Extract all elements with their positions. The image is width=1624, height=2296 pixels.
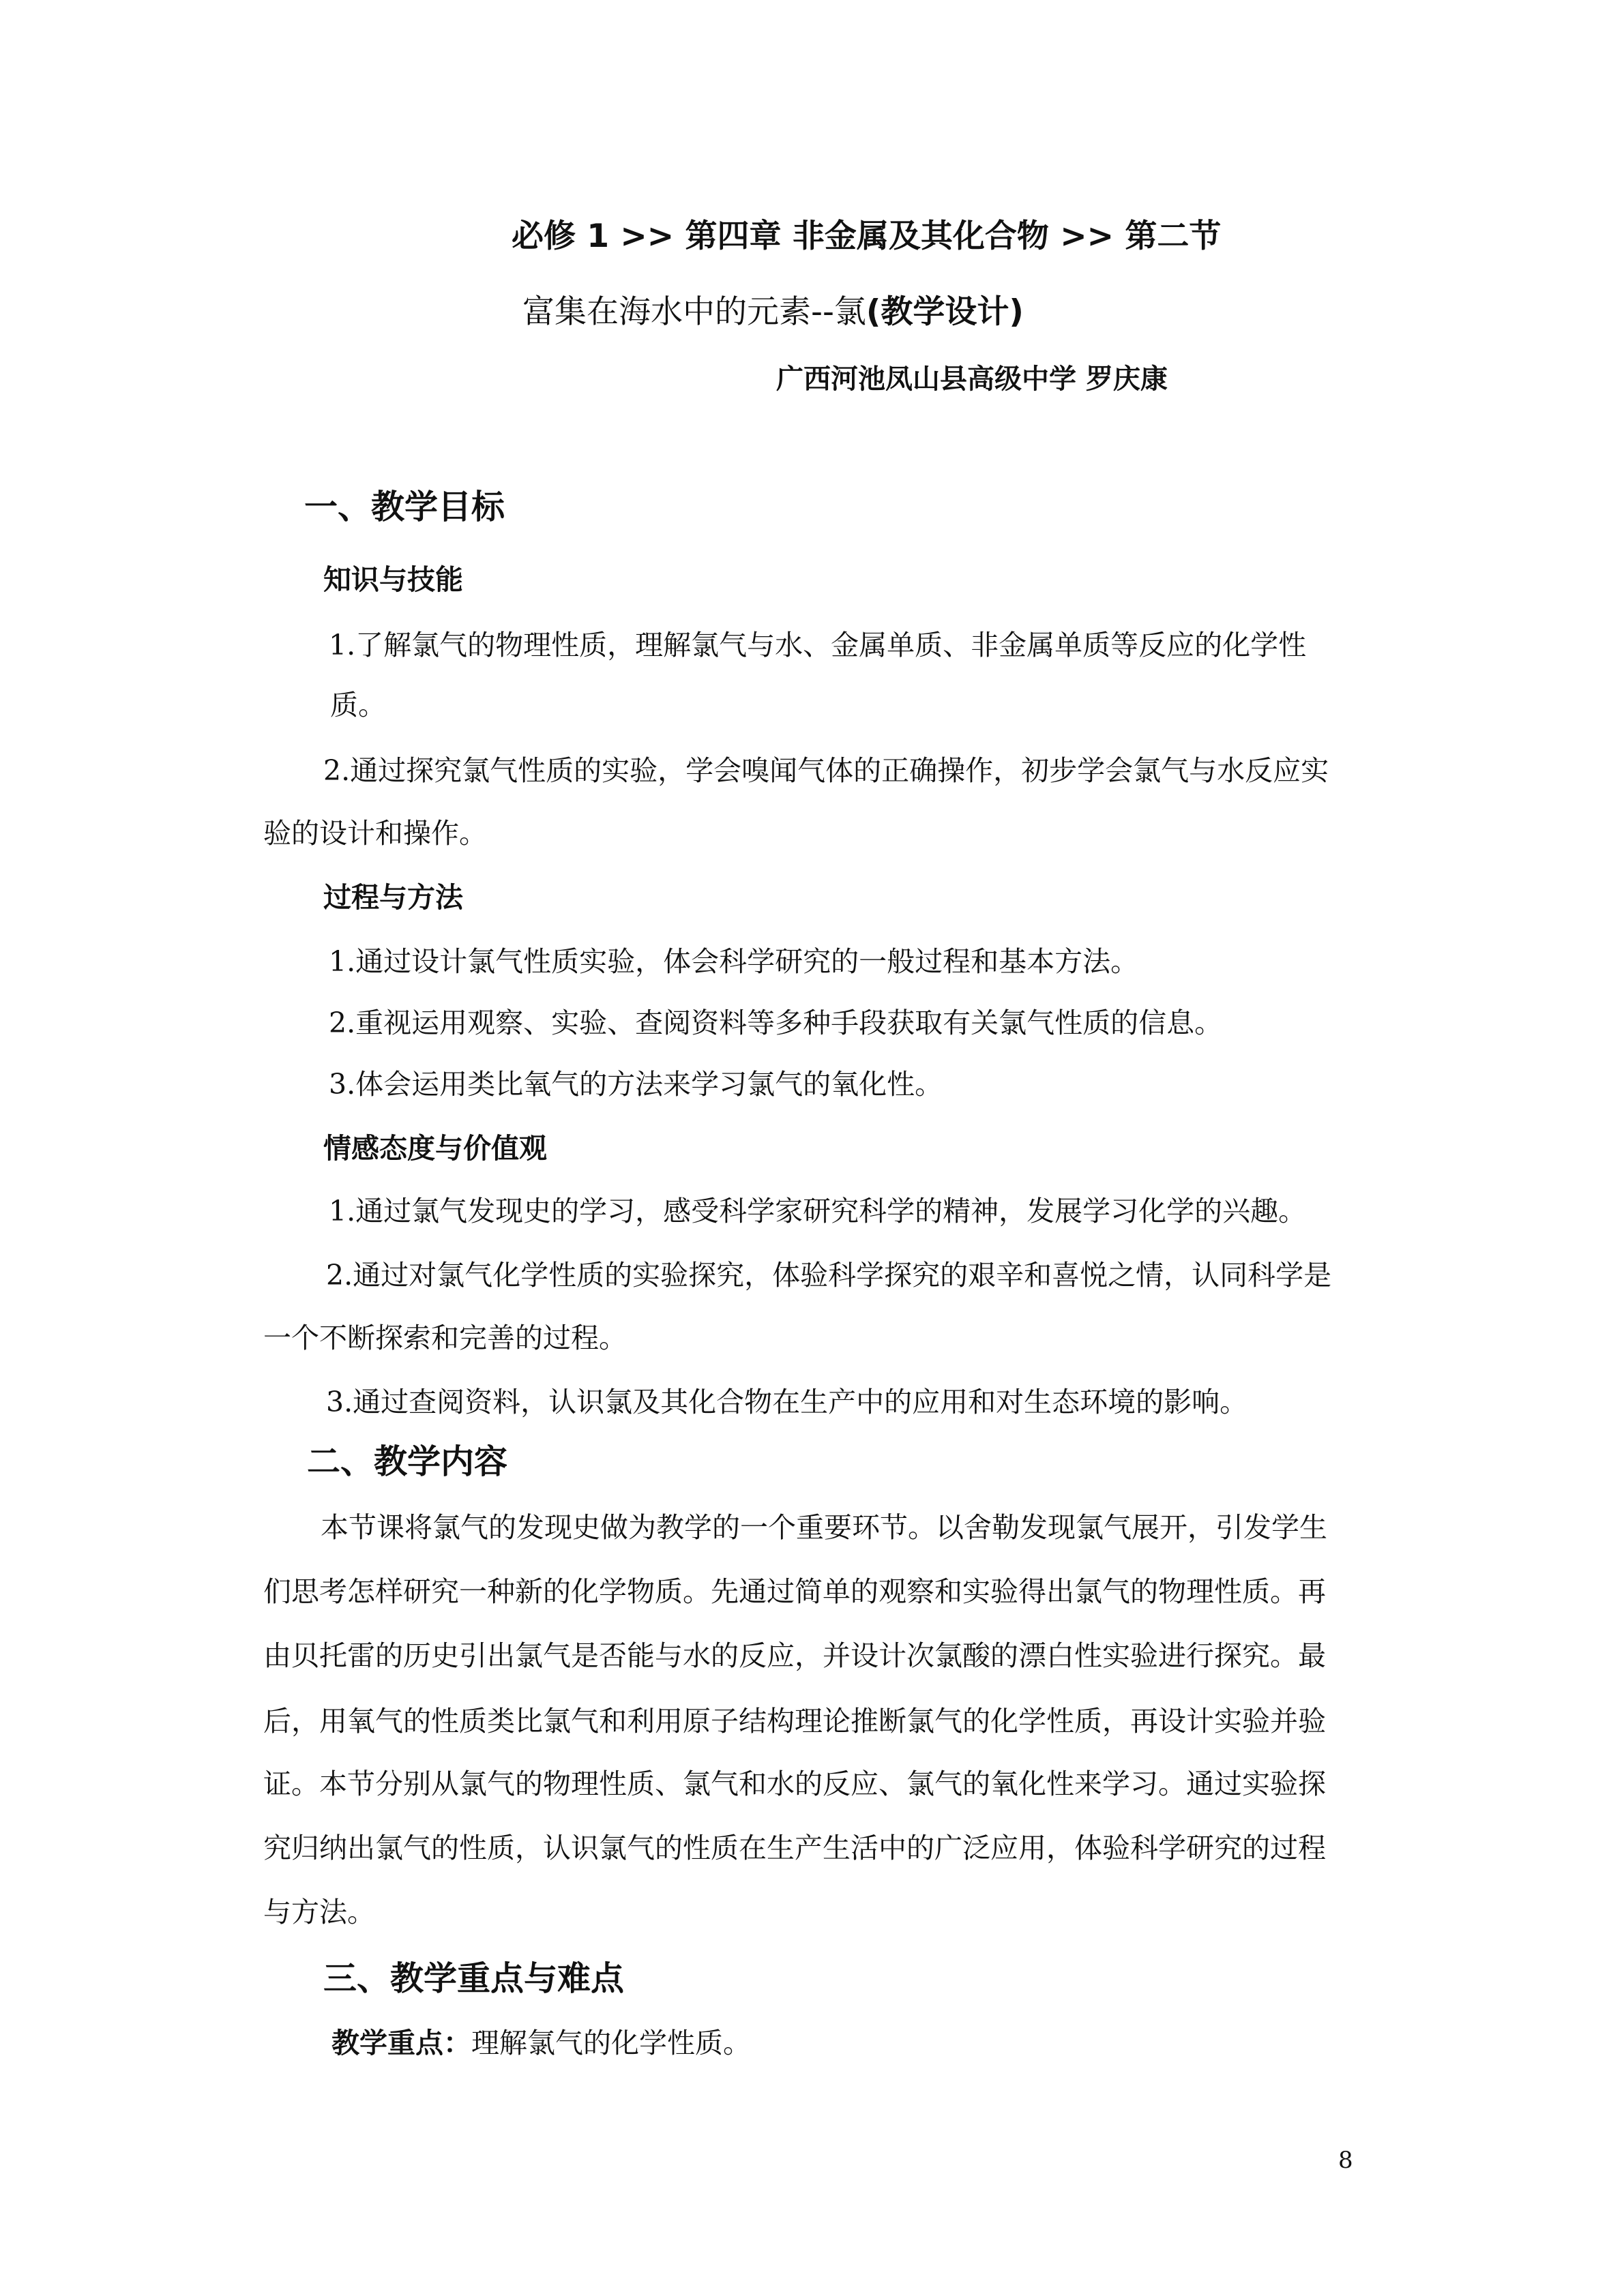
- page-number: 8: [1338, 2147, 1353, 2174]
- content-line: 究归纳出氯气的性质，认识氯气的性质在生产生活中的广泛应用，体验科学研究的过程: [263, 1832, 1326, 1864]
- emotion-item-1: 1.通过氯气发现史的学习，感受科学家研究科学的精神，发展学习化学的兴趣。: [329, 1195, 1307, 1227]
- knowledge-item-2-cont: 验的设计和操作。: [263, 817, 487, 850]
- content-line: 们思考怎样研究一种新的化学物质。先通过简单的观察和实验得出氯气的物理性质。再: [263, 1575, 1326, 1608]
- content-line: 本节课将氯气的发现史做为教学的一个重要环节。以舍勒发现氯气展开，引发学生: [321, 1511, 1327, 1544]
- key-point-line: [331, 2023, 751, 2063]
- author-line: 广西河池凤山县高级中学 罗庆康: [776, 363, 1168, 395]
- content-line: 证。本节分别从氯气的物理性质、氯气和水的反应、氯气的氧化性来学习。通过实验探: [263, 1768, 1326, 1800]
- process-item-2: 2.重视运用观察、实验、查阅资料等多种手段获取有关氯气性质的信息。: [329, 1007, 1223, 1039]
- breadcrumb: 必修 1 >> 第四章 非金属及其化合物 >> 第二节: [512, 218, 1222, 255]
- content-line: 后，用氧气的性质类比氯气和利用原子结构理论推断氯气的化学性质，再设计实验并验: [263, 1705, 1326, 1738]
- process-item-1: 1.通过设计氯气性质实验，体会科学研究的一般过程和基本方法。: [329, 945, 1139, 978]
- section3-heading: 三、教学重点与难点: [323, 1959, 625, 1998]
- emotion-item-2-cont: 一个不断探索和完善的过程。: [263, 1322, 627, 1354]
- emotion-item-2: 2.通过对氯气化学性质的实验探究，体验科学探究的艰辛和喜悦之情，认同科学是: [326, 1259, 1332, 1292]
- section2-heading: 二、教学内容: [307, 1442, 508, 1481]
- emotion-label: 情感态度与价值观: [323, 1132, 547, 1165]
- key-point-text: 理解氯气的化学性质。: [471, 2027, 751, 2059]
- content-line: 与方法。: [263, 1896, 375, 1928]
- knowledge-item-1-cont: 质。: [330, 689, 386, 721]
- title-main: 富集在海水中的元素--氯: [522, 293, 866, 331]
- key-point-label: 教学重点：: [331, 2027, 471, 2059]
- knowledge-item-2: 2.通过探究氯气性质的实验，学会嗅闻气体的正确操作，初步学会氯气与水反应实: [323, 754, 1329, 787]
- emotion-item-3: 3.通过查阅资料，认识氯及其化合物在生产中的应用和对生态环境的影响。: [326, 1386, 1248, 1418]
- content-line: 由贝托雷的历史引出氯气是否能与水的反应，并设计次氯酸的漂白性实验进行探究。最: [263, 1639, 1326, 1672]
- knowledge-item-1: 1.了解氯气的物理性质，理解氯气与水、金属单质、非金属单质等反应的化学性: [329, 629, 1307, 661]
- page-title: [522, 292, 1024, 333]
- section1-heading: 一、教学目标: [304, 488, 505, 526]
- process-label: 过程与方法: [323, 881, 463, 914]
- title-suffix: (教学设计): [866, 293, 1024, 331]
- process-item-3: 3.体会运用类比氧气的方法来学习氯气的氧化性。: [329, 1068, 943, 1101]
- knowledge-label: 知识与技能: [323, 563, 463, 596]
